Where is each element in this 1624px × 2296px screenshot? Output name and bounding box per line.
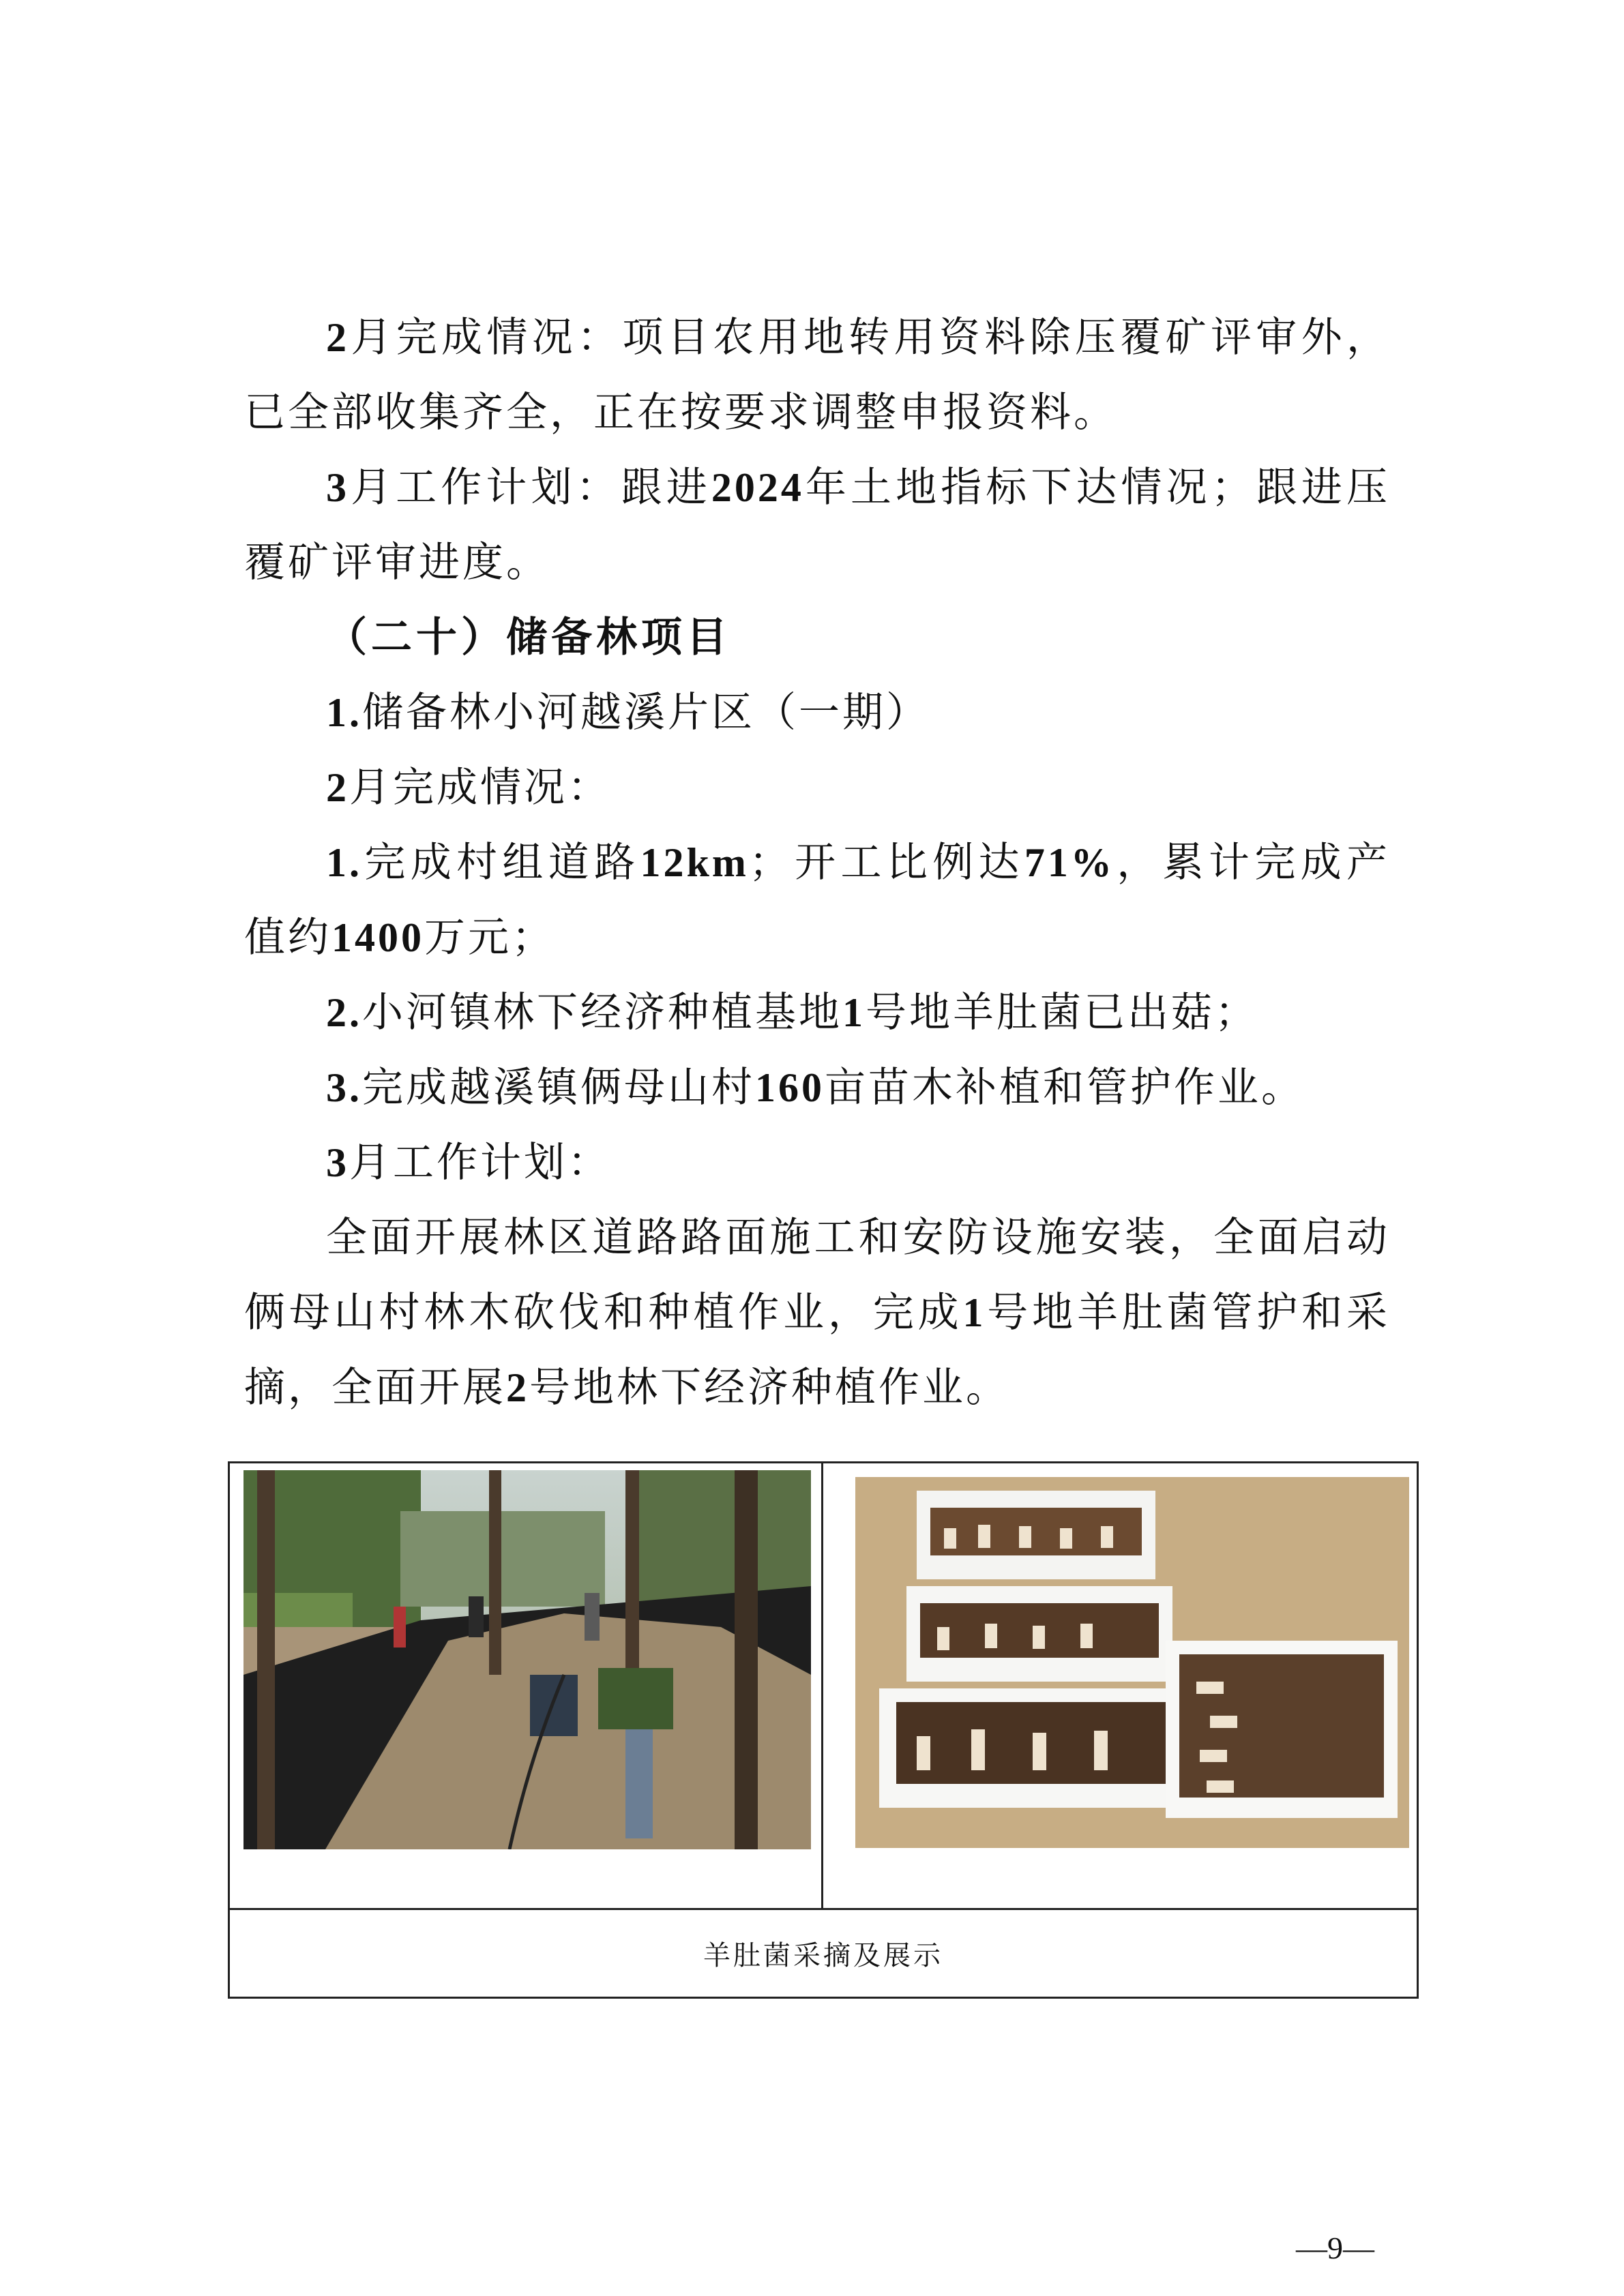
paragraph-text: 年土地指标下达情况；跟进压覆矿评审进度。 — [244, 464, 1391, 586]
paragraph-mar-plan-label — [244, 1125, 1390, 1200]
figure-caption: 羊肚菌采摘及展示 — [703, 1940, 943, 1971]
list-item-2 — [244, 975, 1390, 1050]
photo-mushroom-display — [855, 1477, 1409, 1848]
figure-cell-left — [230, 1463, 823, 1908]
section-heading: （二十）储备林项目 — [326, 614, 731, 661]
paragraph-text: 储备林小河越溪片区（一期） — [362, 689, 930, 736]
paragraph-text: 月完成情况：项目农用地转用资料除压覆矿评审外，已全部收集齐全，正在按要求调整申报资料。 — [244, 314, 1390, 436]
paragraph-text: 完成越溪镇俩母山村 — [362, 1064, 755, 1112]
bold-number: 1. — [326, 840, 362, 885]
paragraph-text: 亩苗木补植和管护作业。 — [825, 1064, 1305, 1112]
figure-table — [228, 1461, 1419, 1999]
list-item-3 — [244, 1050, 1390, 1125]
subsection-title — [244, 675, 1390, 750]
paragraph-text: 月完成情况： — [349, 764, 611, 811]
list-item-1 — [244, 825, 1390, 975]
paragraph-text: 小河镇林下经济种植基地 — [362, 989, 842, 1037]
paragraph-text: 月工作计划： — [349, 1139, 611, 1187]
bold-number: 1 — [842, 990, 866, 1035]
paragraph-text: ；开工比例达 — [748, 839, 1024, 886]
paragraph-feb-status-label — [244, 750, 1390, 825]
paragraph-text: 号地林下经济种植作业。 — [529, 1364, 1009, 1412]
paragraph-feb-status — [244, 300, 1390, 450]
bold-number: 3 — [326, 1140, 349, 1185]
paragraph-text: 号地羊肚菌管护和采摘，全面开展 — [244, 1289, 1391, 1412]
paragraph-text: 号地羊肚菌已出菇； — [866, 989, 1258, 1037]
photo-display-graphic — [855, 1477, 1409, 1848]
bold-number: 2. — [326, 990, 362, 1035]
bold-number: 160 — [755, 1065, 825, 1110]
paragraph-text: 全面开展林区道路路面施工和安防设施安装，全面启动俩母山村林木砍伐和种植作业，完成 — [244, 1214, 1390, 1337]
bold-number: 3 — [326, 465, 349, 510]
figure-cell-right — [823, 1463, 1417, 1908]
bold-number: 1. — [326, 690, 362, 735]
bold-number: 2 — [326, 315, 349, 360]
photo-mushroom-harvest — [243, 1470, 811, 1849]
figure-photo-row — [230, 1463, 1417, 1910]
page-number: —9— — [1296, 2231, 1374, 2265]
bold-number: 2 — [506, 1365, 529, 1410]
body-text — [244, 300, 1390, 1425]
paragraph-text: 完成村组道路 — [362, 839, 640, 886]
paragraph-text: 月工作计划：跟进 — [349, 464, 711, 511]
bold-number: 1 — [962, 1290, 986, 1335]
paragraph-text: 万元； — [424, 914, 555, 961]
photo-harvest-graphic — [243, 1470, 811, 1849]
bold-number: 2 — [326, 765, 349, 810]
bold-number: 3. — [326, 1065, 362, 1110]
paragraph-text: ，累计完成产值约 — [244, 839, 1391, 961]
paragraph-mar-plan-detail — [244, 1200, 1390, 1425]
paragraph-mar-plan — [244, 450, 1390, 600]
bold-number: 71% — [1024, 840, 1114, 885]
bold-number: 12km — [640, 840, 749, 885]
bold-number: 1400 — [331, 915, 424, 960]
bold-number: 2024 — [711, 465, 804, 510]
